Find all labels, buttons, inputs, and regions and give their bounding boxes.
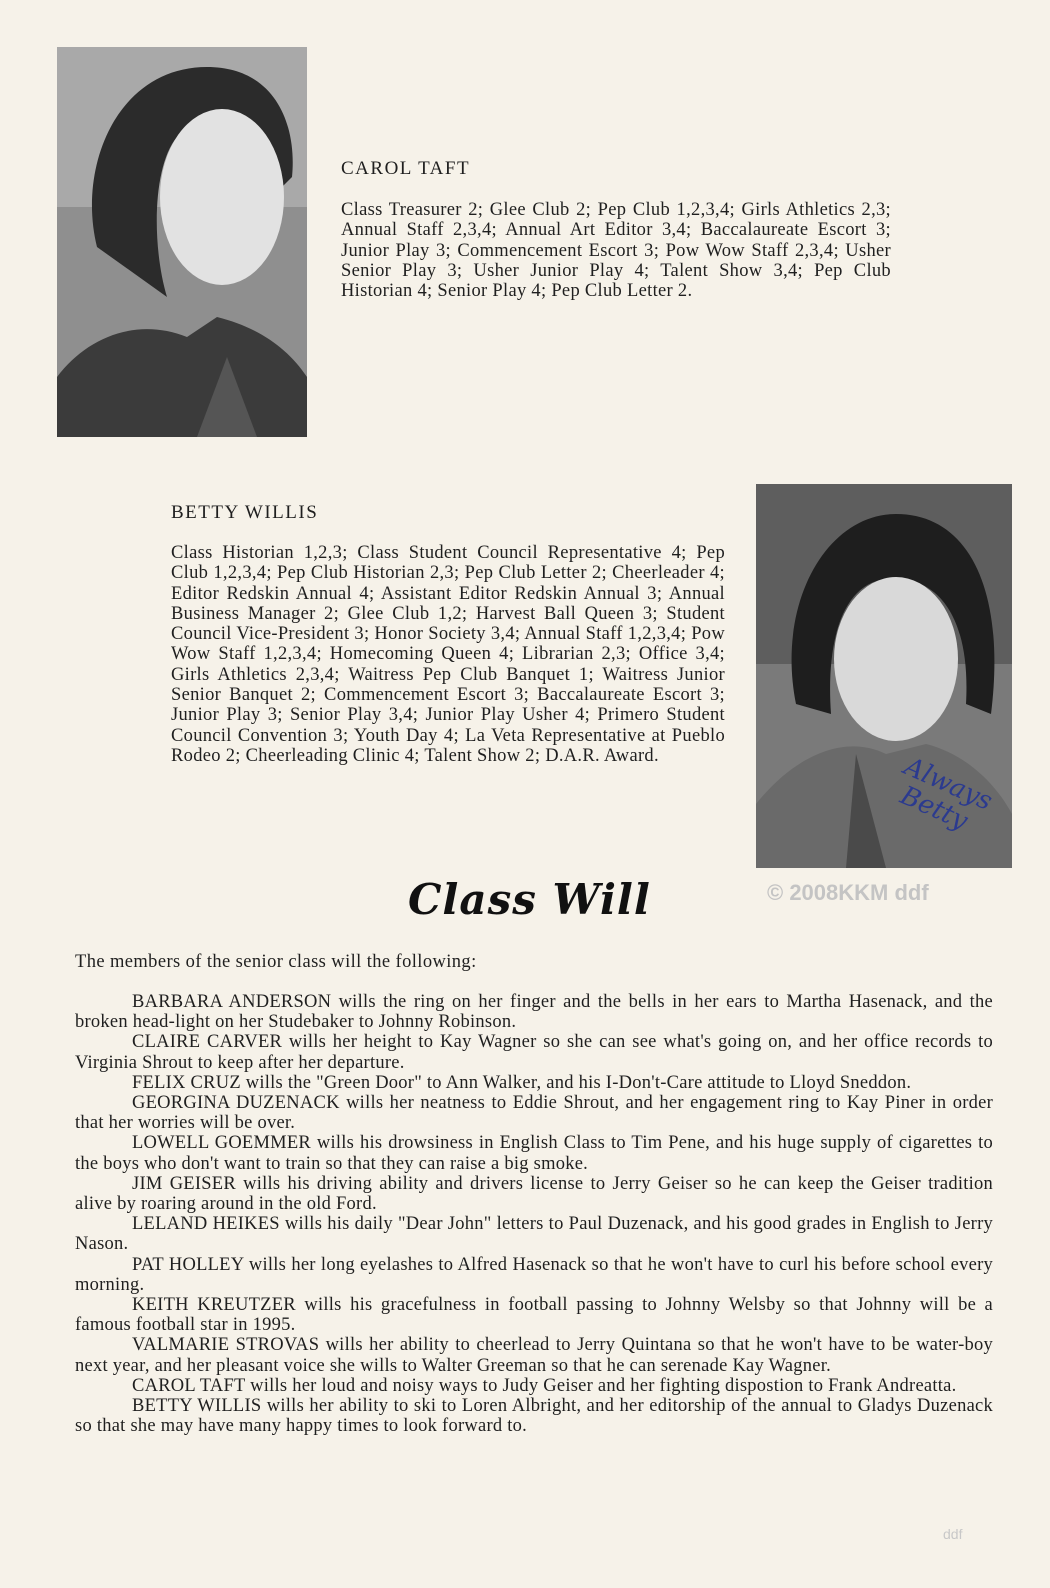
student-name: BETTY WILLIS (171, 502, 319, 523)
student-name: CAROL TAFT (341, 158, 471, 179)
corner-watermark: ddf (943, 1526, 963, 1542)
student-activities: Class Treasurer 2; Glee Club 2; Pep Club 1,2,3,4; Girls Athletics 2,3; Annual Staff 2,3,4; Annual Art Editor 3,4; Baccalaureate Escort 3; Junior Play 3; Commencement Escort 3; Pow Wow Staff 2,3,4; Usher Senior Play 3; Usher Junior Play 4; Talent Show 3,4; Pep Club Historian 4; Senior Play 4; Pep Club Letter 2. (341, 200, 891, 302)
portrait-betty-willis (756, 484, 1012, 868)
watermark: © 2008KKM ddf (767, 880, 929, 905)
portrait-carol-taft (57, 47, 307, 437)
will-entry: LOWELL GOEMMER wills his drowsiness in English Class to Tim Pene, and his huge supply of cigarettes to the boys who don't want to train so that they can raise a big smoke. (75, 1133, 993, 1174)
will-entry: CAROL TAFT wills her loud and noisy ways to Judy Geiser and her fighting dispostion to Frank Andreatta. (132, 1375, 957, 1396)
will-entry: JIM GEISER wills his driving ability and drivers license to Jerry Geiser so he can keep the Geiser tradition alive by roaring around in the old Ford. (75, 1173, 993, 1215)
will-entry: CLAIRE CARVER wills her height to Kay Wagner so she can see what's going on, and her office records to Virginia Shrout to keep after her departure. (75, 1032, 993, 1073)
will-entry: KEITH KREUTZER wills his gracefulness in football passing to Johnny Welsby so that Johnny will be a famous football star in 1995. (75, 1295, 993, 1336)
will-entry: LELAND HEIKES wills his daily "Dear John" letters to Paul Duzenack, and his good grades in English to Jerry Nason. (75, 1214, 993, 1255)
will-entry: GEORGINA DUZENACK wills her neatness to Eddie Shrout, and her engagement ring to Kay Piner in order that her worries will be over. (75, 1093, 993, 1134)
section-title: Class Will (408, 875, 651, 924)
student-activities: Class Historian 1,2,3; Class Student Council Representative 4; Pep Club 1,2,3,4; Pep Club Historian 2,3; Pep Club Letter 2; Cheerleader 4; Editor Redskin Annual 4; Assistant Editor Redskin Annual 3; Annual Business Manager 2; Glee Club 1,2; Harvest Ball Queen 3; Student Council Vice-President 3; Honor Society 3,4; Annual Staff 1,2,3,4; Pow Wow Staff 1,2,3,4; Homecoming Queen 4; Librarian 2,3; Office 3,4; Girls Athletics 2,3,4; Waitress Pep Club Banquet 1; Waitress Junior Senior Banquet 2; Commencement Escort 3; Baccalaureate Escort 3; Junior Play 3; Senior Play 3,4; Junior Play Usher 4; Primero Student Council Convention 3; Youth Day 4; La Veta Representative at Pueblo Rodeo 2; Cheerleading Clinic 4; Talent Show 2; D.A.R. Award. (171, 543, 725, 766)
will-entries-list (75, 992, 993, 1436)
will-entry: BARBARA ANDERSON wills the ring on her finger and the bells in her ears to Martha Hasenack, and the broken head-light on her Studebaker to Johnny Robinson. (75, 992, 993, 1033)
will-entry: BETTY WILLIS wills her ability to ski to Loren Albright, and her editorship of the annual to Gladys Duzenack so that she may have many happy times to look forward to. (75, 1396, 993, 1437)
will-entry: FELIX CRUZ wills the "Green Door" to Ann Walker, and his I-Don't-Care attitude to Lloyd Sneddon. (132, 1072, 912, 1093)
will-entry: PAT HOLLEY wills her long eyelashes to Alfred Hasenack so that he won't have to curl his before school every morning. (75, 1254, 993, 1295)
signature: Always Betty (888, 751, 997, 837)
will-entry: VALMARIE STROVAS wills her ability to cheerlead to Jerry Quintana so that he won't have to be water-boy next year, and her pleasant voice she wills to Walter Greeman so that he can serenade Kay Wagner. (75, 1335, 993, 1376)
section-intro: The members of the senior class will the following: (75, 952, 477, 972)
